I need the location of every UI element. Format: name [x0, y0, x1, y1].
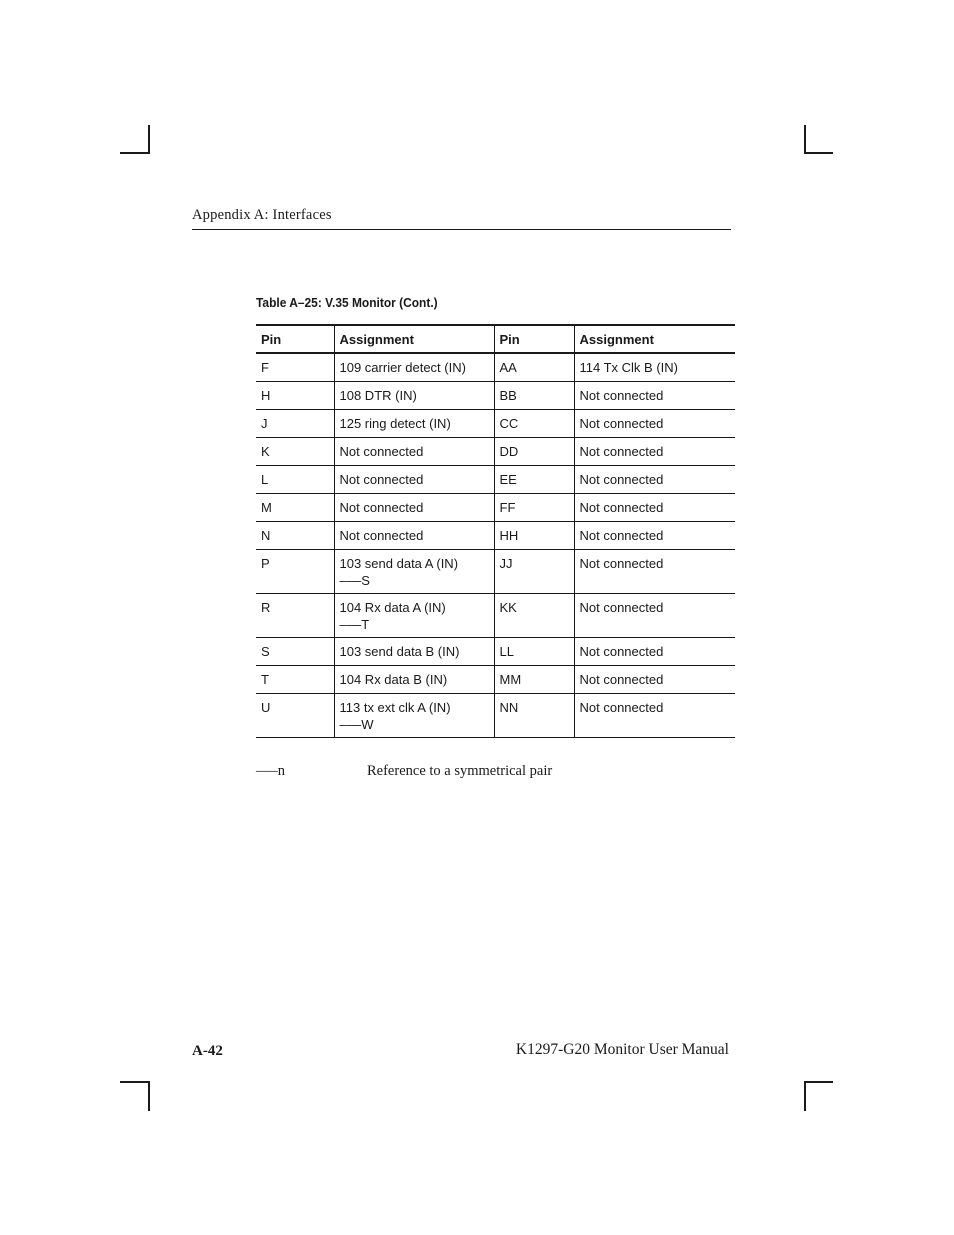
column-header-assignment: Assignment	[574, 325, 735, 353]
cell-pin	[494, 522, 574, 550]
assignment-text: Not connected	[579, 444, 664, 459]
pin-label: BB	[499, 388, 517, 403]
table-row	[256, 694, 735, 738]
cell-assignment	[334, 522, 494, 550]
assignment-text: Not connected	[579, 500, 664, 515]
assignment-text: 125 ring detect (IN)	[339, 416, 451, 431]
assignment-text: Not connected	[339, 472, 424, 487]
assignment-text: 103 send data B (IN)	[339, 644, 460, 659]
table-header-row	[256, 325, 735, 353]
cell-pin	[256, 694, 334, 738]
assignment-text: 104 Rx data B (IN)	[339, 672, 448, 687]
assignment-text: Not connected	[339, 444, 424, 459]
cell-pin	[494, 466, 574, 494]
cell-assignment	[334, 494, 494, 522]
crop-mark-top-right-v	[804, 125, 806, 154]
cell-pin	[494, 410, 574, 438]
pin-label: H	[261, 388, 271, 403]
cell-assignment	[334, 694, 494, 738]
assignment-text: Not connected	[579, 672, 664, 687]
footnote-symbol: –––n	[256, 763, 285, 779]
cell-pin	[494, 382, 574, 410]
assignment-text: Not connected	[579, 700, 664, 715]
cell-assignment	[574, 466, 735, 494]
footnote-text: Reference to a symmetrical pair	[367, 763, 553, 779]
pin-label: DD	[499, 444, 519, 459]
pin-label: CC	[499, 416, 519, 431]
column-header-pin: Pin	[261, 332, 282, 347]
cell-assignment	[334, 666, 494, 694]
table-row	[256, 666, 735, 694]
cell-pin	[494, 494, 574, 522]
table-row	[256, 410, 735, 438]
assignment-text: Not connected	[579, 416, 664, 431]
pin-label: N	[261, 528, 271, 543]
cell-pin	[494, 438, 574, 466]
cell-assignment	[574, 694, 735, 738]
table-caption: Table A–25: V.35 Monitor (Cont.)	[256, 295, 438, 310]
cell-pin	[256, 494, 334, 522]
column-header-assignment: Assignment	[334, 325, 494, 353]
assignment-text: 104 Rx data A (IN)	[339, 600, 446, 615]
pin-assignment-table	[256, 324, 735, 738]
cell-assignment	[334, 550, 494, 594]
crop-mark-top-right-h	[804, 152, 833, 154]
cell-assignment	[334, 438, 494, 466]
cell-pin	[256, 438, 334, 466]
cell-pin	[256, 522, 334, 550]
cell-pin	[256, 594, 334, 638]
cell-pin	[494, 666, 574, 694]
cell-assignment	[574, 522, 735, 550]
symmetrical-pair-ref: –––S	[339, 573, 370, 588]
pin-label: LL	[499, 644, 514, 659]
table-row	[256, 522, 735, 550]
crop-mark-bottom-right-h	[804, 1081, 833, 1083]
table-row	[256, 594, 735, 638]
cell-assignment	[574, 438, 735, 466]
pin-label: P	[261, 556, 270, 571]
assignment-text: 109 carrier detect (IN)	[339, 360, 466, 375]
assignment-text: 108 DTR (IN)	[339, 388, 417, 403]
cell-assignment	[334, 638, 494, 666]
table-row	[256, 550, 735, 594]
pin-label: NN	[499, 700, 519, 715]
pin-label: FF	[499, 500, 516, 515]
pin-label: MM	[499, 672, 522, 687]
assignment-text: Not connected	[579, 556, 664, 571]
cell-pin	[256, 550, 334, 594]
symmetrical-pair-ref: –––T	[339, 617, 370, 632]
pin-label: JJ	[499, 556, 513, 571]
pin-label: K	[261, 444, 270, 459]
cell-assignment	[574, 638, 735, 666]
symmetrical-pair-ref: –––W	[339, 717, 374, 732]
cell-pin	[494, 594, 574, 638]
cell-pin	[256, 410, 334, 438]
table-row	[256, 353, 735, 382]
pin-label: HH	[499, 528, 519, 543]
cell-assignment	[574, 550, 735, 594]
cell-pin	[256, 666, 334, 694]
cell-pin	[256, 382, 334, 410]
cell-pin	[256, 353, 334, 382]
cell-pin	[494, 638, 574, 666]
crop-mark-top-left-h	[120, 152, 150, 154]
assignment-text: Not connected	[339, 500, 424, 515]
cell-assignment	[334, 353, 494, 382]
table-row	[256, 438, 735, 466]
cell-assignment	[334, 594, 494, 638]
manual-title: K1297-G20 Monitor User Manual	[515, 1041, 729, 1058]
cell-assignment	[574, 410, 735, 438]
table-row	[256, 494, 735, 522]
pin-label: KK	[499, 600, 517, 615]
cell-assignment	[334, 466, 494, 494]
pin-label: AA	[499, 360, 517, 375]
assignment-text: Not connected	[579, 528, 664, 543]
table-row	[256, 382, 735, 410]
pin-label: R	[261, 600, 271, 615]
cell-assignment	[574, 494, 735, 522]
running-head: Appendix A: Interfaces	[192, 207, 731, 230]
table-row	[256, 466, 735, 494]
pin-label: T	[261, 672, 269, 687]
assignment-text: Not connected	[579, 472, 664, 487]
assignment-text: Not connected	[339, 528, 424, 543]
cell-pin	[494, 694, 574, 738]
crop-mark-bottom-left-v	[148, 1081, 150, 1111]
assignment-text: 113 tx ext clk A (IN)	[339, 700, 451, 715]
pin-label: M	[261, 500, 272, 515]
crop-mark-bottom-right-v	[804, 1081, 806, 1111]
pin-label: U	[261, 700, 271, 715]
assignment-text: Not connected	[579, 600, 664, 615]
cell-pin	[256, 638, 334, 666]
cell-pin	[256, 466, 334, 494]
assignment-text: Not connected	[579, 644, 664, 659]
cell-assignment	[574, 594, 735, 638]
assignment-text: Not connected	[579, 388, 664, 403]
table-row	[256, 638, 735, 666]
crop-mark-bottom-left-h	[120, 1081, 150, 1083]
pin-label: L	[261, 472, 269, 487]
cell-assignment	[334, 382, 494, 410]
assignment-text: 103 send data A (IN)	[339, 556, 459, 571]
crop-mark-top-left-v	[148, 125, 150, 154]
pin-label: F	[261, 360, 269, 375]
pin-label: EE	[499, 472, 517, 487]
cell-assignment	[334, 410, 494, 438]
page-number: A-42	[192, 1043, 223, 1059]
cell-pin	[494, 550, 574, 594]
column-header-pin: Pin	[494, 325, 574, 353]
footnote	[256, 763, 552, 780]
cell-assignment	[574, 666, 735, 694]
pin-label: S	[261, 644, 270, 659]
assignment-text: 114 Tx Clk B (IN)	[579, 360, 678, 375]
cell-pin	[494, 353, 574, 382]
pin-label: J	[261, 416, 268, 431]
cell-assignment	[574, 382, 735, 410]
cell-assignment	[574, 353, 735, 382]
